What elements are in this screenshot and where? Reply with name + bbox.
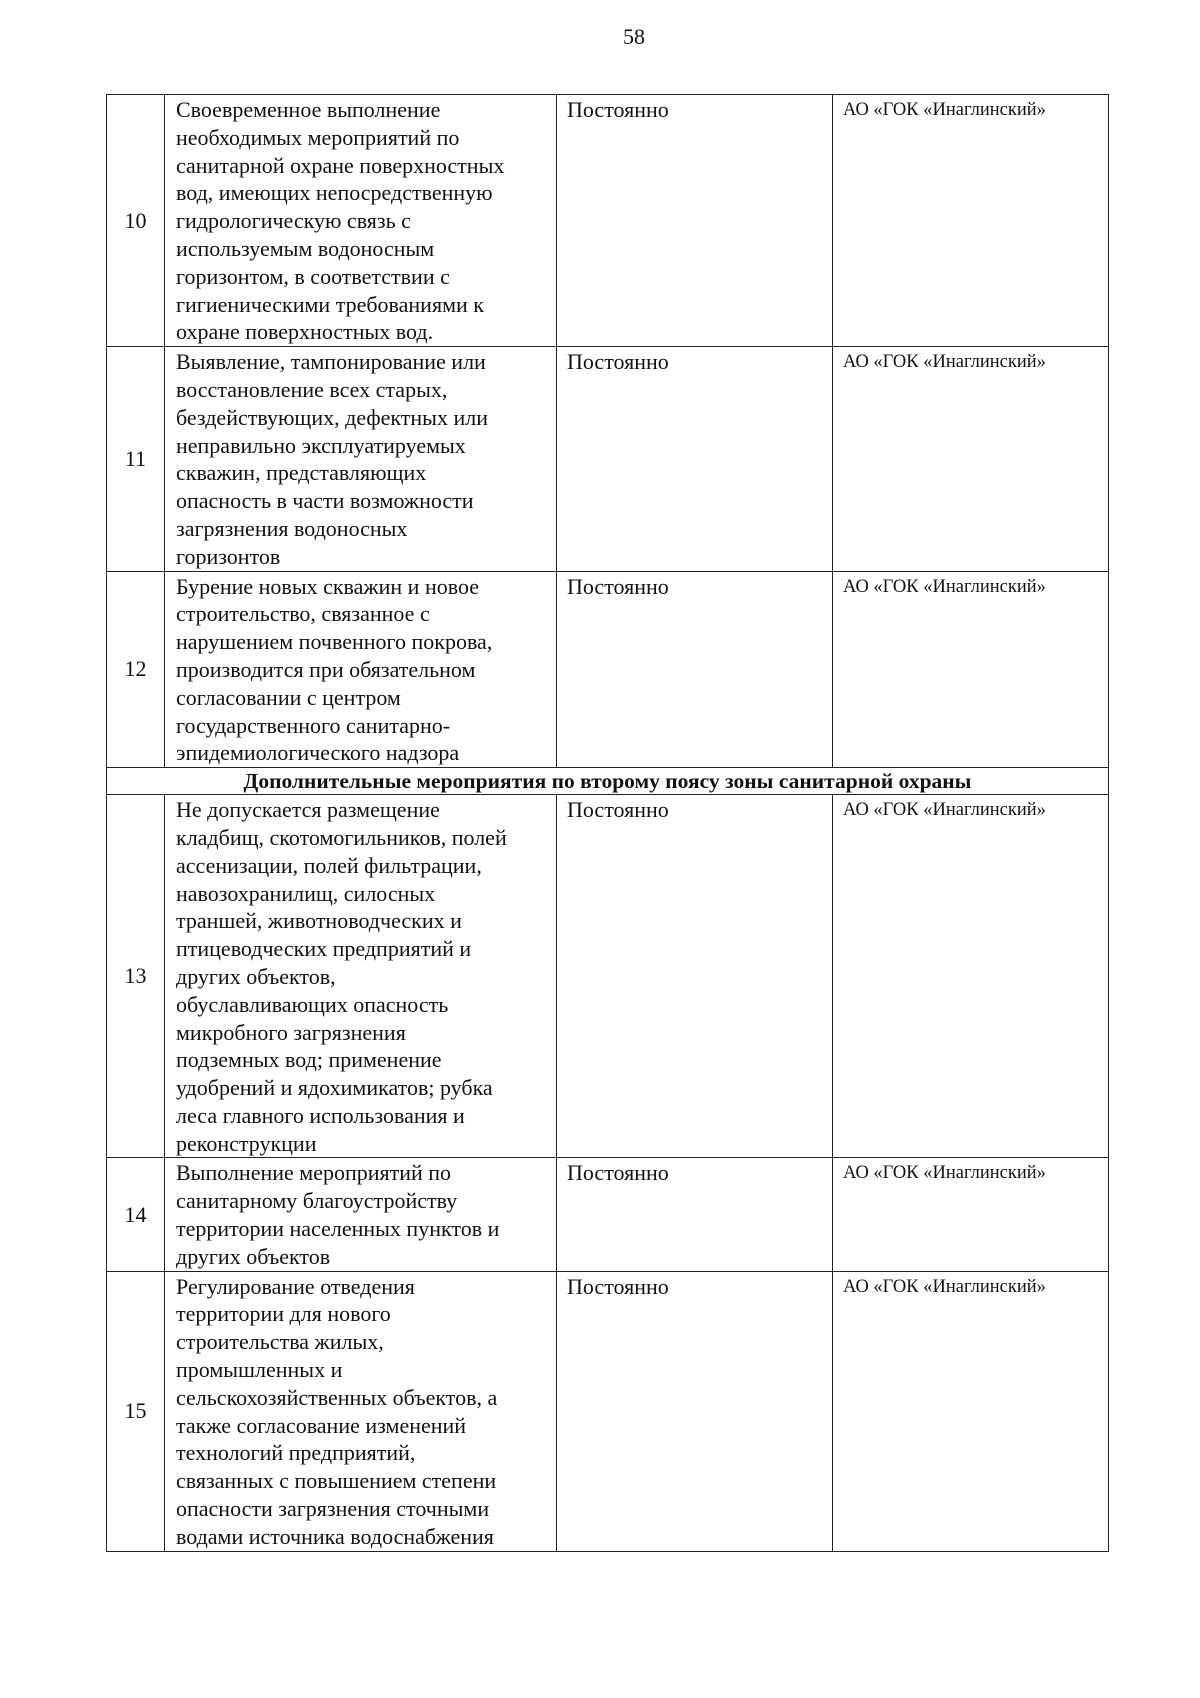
row-number: 13: [107, 795, 165, 1158]
measure-responsible: АО «ГОК «Инаглинский»: [833, 1271, 1109, 1551]
measure-responsible: АО «ГОК «Инаглинский»: [833, 795, 1109, 1158]
measure-responsible: АО «ГОК «Инаглинский»: [833, 347, 1109, 571]
description-line: подземных вод; применение: [176, 1047, 442, 1073]
description-line: Выявление, тампонирование или: [176, 349, 486, 375]
description-line: Выполнение мероприятий по: [176, 1160, 452, 1186]
description-line: траншей, животноводческих и: [176, 908, 462, 934]
description-line: необходимых мероприятий по: [176, 124, 460, 150]
description-line: опасность в части возможности: [176, 488, 474, 514]
table-row: [107, 795, 1109, 1158]
table-row: [107, 1271, 1109, 1551]
page-number: 58: [623, 24, 645, 49]
description-line: согласовании с центром: [176, 684, 401, 710]
measure-description: [165, 1158, 557, 1271]
description-line: нарушением почвенного покрова,: [176, 629, 493, 655]
measure-period: Постоянно: [557, 571, 833, 768]
measure-description: [165, 95, 557, 347]
description-line: строительства жилых,: [176, 1329, 384, 1355]
measures-table: [106, 94, 1109, 1552]
measure-period: Постоянно: [557, 347, 833, 571]
row-number: 15: [107, 1271, 165, 1551]
measure-description: [165, 571, 557, 768]
measures-table-body-b: [107, 795, 1109, 1552]
description-line: Регулирование отведения: [176, 1273, 415, 1299]
description-line: водами источника водоснабжения: [176, 1523, 494, 1549]
description-line: строительство, связанное с: [176, 601, 430, 627]
section-header: Дополнительные мероприятия по второму поясу зоны санитарной охраны: [107, 768, 1109, 795]
measure-period: Постоянно: [557, 95, 833, 347]
measure-period: Постоянно: [557, 795, 833, 1158]
measure-description: [165, 1271, 557, 1551]
measure-description: [165, 347, 557, 571]
description-line: гидрологическую связь с: [176, 208, 411, 234]
table-row: [107, 347, 1109, 571]
measure-period: Постоянно: [557, 1271, 833, 1551]
description-line: бездействующих, дефектных или: [176, 404, 488, 430]
description-line: производится при обязательном: [176, 656, 476, 682]
description-line: вод, имеющих непосредственную: [176, 180, 493, 206]
description-line: эпидемиологического надзора: [176, 740, 460, 766]
description-line: неправильно эксплуатируемых: [176, 432, 466, 458]
description-line: связанных с повышением степени: [176, 1468, 497, 1494]
description-line: санитарному благоустройству: [176, 1188, 458, 1214]
description-line: загрязнения водоносных: [176, 515, 408, 541]
description-line: микробного загрязнения: [176, 1019, 406, 1045]
description-line: леса главного использования и: [176, 1102, 465, 1128]
description-line: также согласование изменений: [176, 1412, 467, 1438]
row-number: 11: [107, 347, 165, 571]
measures-table-body-a: [107, 95, 1109, 768]
description-line: кладбищ, скотомогильников, полей: [176, 824, 507, 850]
description-line: других объектов: [176, 1243, 331, 1269]
description-line: горизонтов: [176, 543, 281, 569]
description-line: ассенизации, полей фильтрации,: [176, 852, 482, 878]
measure-description: [165, 795, 557, 1158]
section-header-row: [107, 768, 1109, 795]
description-line: сельскохозяйственных объектов, а: [176, 1384, 498, 1410]
measure-responsible: АО «ГОК «Инаглинский»: [833, 1158, 1109, 1271]
description-line: реконструкции: [176, 1130, 317, 1156]
measure-period: Постоянно: [557, 1158, 833, 1271]
measure-responsible: АО «ГОК «Инаглинский»: [833, 95, 1109, 347]
row-number: 14: [107, 1158, 165, 1271]
description-line: Не допускается размещение: [176, 797, 440, 823]
description-line: охране поверхностных вод.: [176, 319, 434, 345]
description-line: удобрений и ядохимикатов; рубка: [176, 1075, 493, 1101]
description-line: территории населенных пунктов и: [176, 1216, 500, 1242]
description-line: технологий предприятий,: [176, 1440, 416, 1466]
description-line: горизонтом, в соответствии с: [176, 263, 450, 289]
description-line: государственного санитарно-: [176, 712, 451, 738]
table-row: [107, 571, 1109, 768]
description-line: других объектов,: [176, 963, 336, 989]
description-line: восстановление всех старых,: [176, 376, 448, 402]
table-row: [107, 95, 1109, 347]
description-line: Бурение новых скважин и новое: [176, 573, 479, 599]
description-line: гигиеническими требованиями к: [176, 291, 484, 317]
description-line: территории для нового: [176, 1301, 391, 1327]
description-line: навозохранилищ, силосных: [176, 880, 436, 906]
measure-responsible: АО «ГОК «Инаглинский»: [833, 571, 1109, 768]
description-line: птицеводческих предприятий и: [176, 936, 472, 962]
description-line: опасности загрязнения сточными: [176, 1496, 490, 1522]
description-line: Своевременное выполнение: [176, 97, 441, 122]
description-line: используемым водоносным: [176, 235, 435, 261]
table-row: [107, 1158, 1109, 1271]
row-number: 12: [107, 571, 165, 768]
row-number: 10: [107, 95, 165, 347]
description-line: скважин, представляющих: [176, 460, 427, 486]
description-line: обуславливающих опасность: [176, 991, 449, 1017]
section-header-group: [107, 768, 1109, 795]
description-line: промышленных и: [176, 1357, 343, 1383]
description-line: санитарной охране поверхностных: [176, 152, 505, 178]
